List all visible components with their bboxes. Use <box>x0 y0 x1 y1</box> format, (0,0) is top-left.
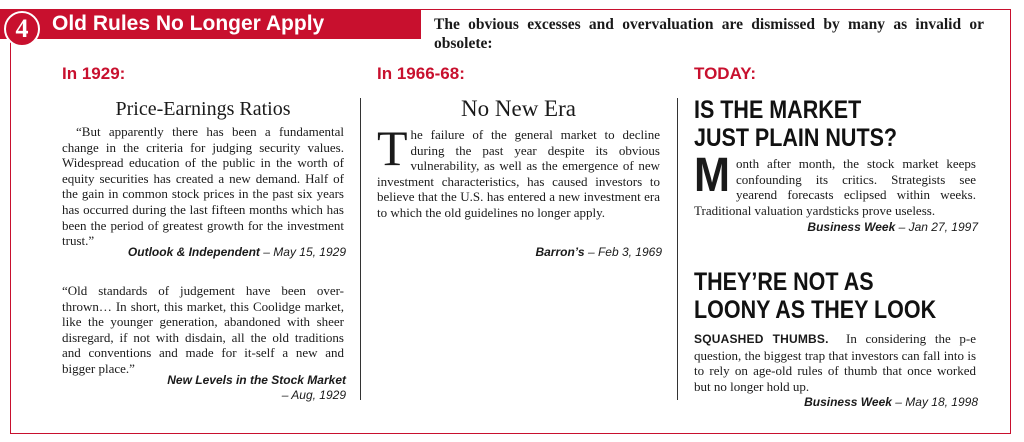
banner-title: Old Rules No Longer Apply <box>52 12 325 35</box>
lead-squashed-thumbs: SQUASHED THUMBS. <box>694 332 829 346</box>
headline-line: JUST PLAIN NUTS? <box>694 124 898 152</box>
cite-bw-1997 <box>807 220 978 235</box>
cite-outlook <box>128 245 346 260</box>
column-divider-2 <box>677 98 678 400</box>
cite-date: – Aug, 1929 <box>281 388 346 402</box>
headline-market-nuts <box>694 96 897 152</box>
cite-barrons <box>535 245 662 260</box>
column-divider-1 <box>360 98 361 400</box>
cite-bw-1998 <box>804 395 978 410</box>
headline-line: IS THE MARKET <box>694 96 862 124</box>
barrons-quote <box>377 120 660 221</box>
dropcap-m: M <box>694 149 730 202</box>
subhead-no-new-era: No New Era <box>461 96 576 121</box>
cite-date: – May 18, 1998 <box>895 395 978 409</box>
cite-new-levels-date <box>282 388 346 403</box>
quote-new-levels: “Old standards of judgement have been over-thrown… In short, this market, this Coolidge market, like the younger generation, abandoned with sheer disregard, if not with disdain, all the old traditions and conventions and made for it-self a new and bigger place.” <box>62 283 344 376</box>
cite-source: Business Week <box>807 220 896 234</box>
bw-1997-quote <box>694 149 976 218</box>
heading-1929: In 1929: <box>62 64 126 83</box>
dropcap-t: T <box>377 120 408 176</box>
headline-not-as-loony <box>694 268 936 324</box>
heading-today: TODAY: <box>694 64 757 83</box>
bw-1998-body: In considering the p-e question, the biggest trap that investors can fall into is to rely on age-old rules of thumb that once worked but no longer hold up. <box>694 331 976 394</box>
cite-date: – May 15, 1929 <box>263 245 346 259</box>
cite-date: – Jan 27, 1997 <box>898 220 978 234</box>
headline-line: LOONY AS THEY LOOK <box>694 296 937 324</box>
cite-date: – Feb 3, 1969 <box>587 245 662 259</box>
cite-source: Business Week <box>804 395 892 409</box>
cite-source: New Levels in the Stock Market <box>167 373 346 387</box>
subhead-price-earnings: Price-Earnings Ratios <box>115 98 291 120</box>
cite-source: Barron’s <box>535 245 585 259</box>
bw-1998-quote <box>694 331 976 394</box>
headline-line: THEY’RE NOT AS <box>694 268 874 296</box>
bw-1997-body: onth after month, the stock market keeps confounding its critics. Strategists see yearend forecasts eclipsed within weeks. Traditional valuation yardsticks prove useless. <box>694 156 976 218</box>
cite-new-levels-source <box>167 373 346 388</box>
intro-text: The obvious excesses and overvaluation are dismissed by many as invalid or obsolete: <box>434 16 984 52</box>
barrons-body: he failure of the general market to decline during the past year despite its obvious vulnerability, as well as the emergence of new investment characteristics, has caused investors to believe that the U.S. has entered a new investment era to which the old guidelines no longer apply. <box>377 127 660 220</box>
heading-1966-68: In 1966-68: <box>377 64 465 83</box>
cite-source: Outlook & Independent <box>127 245 260 259</box>
quote-outlook: “But apparently there has been a fundamental change in the criteria for judging security values. Widespread education of the public in the worth of equity securities has created a new demand. Half of the gain in common stock prices in the past six years has occurred during the last fifteen months which has been the period of greatest growth for the investment trust.” <box>62 124 344 249</box>
section-number: 4 <box>4 11 40 47</box>
